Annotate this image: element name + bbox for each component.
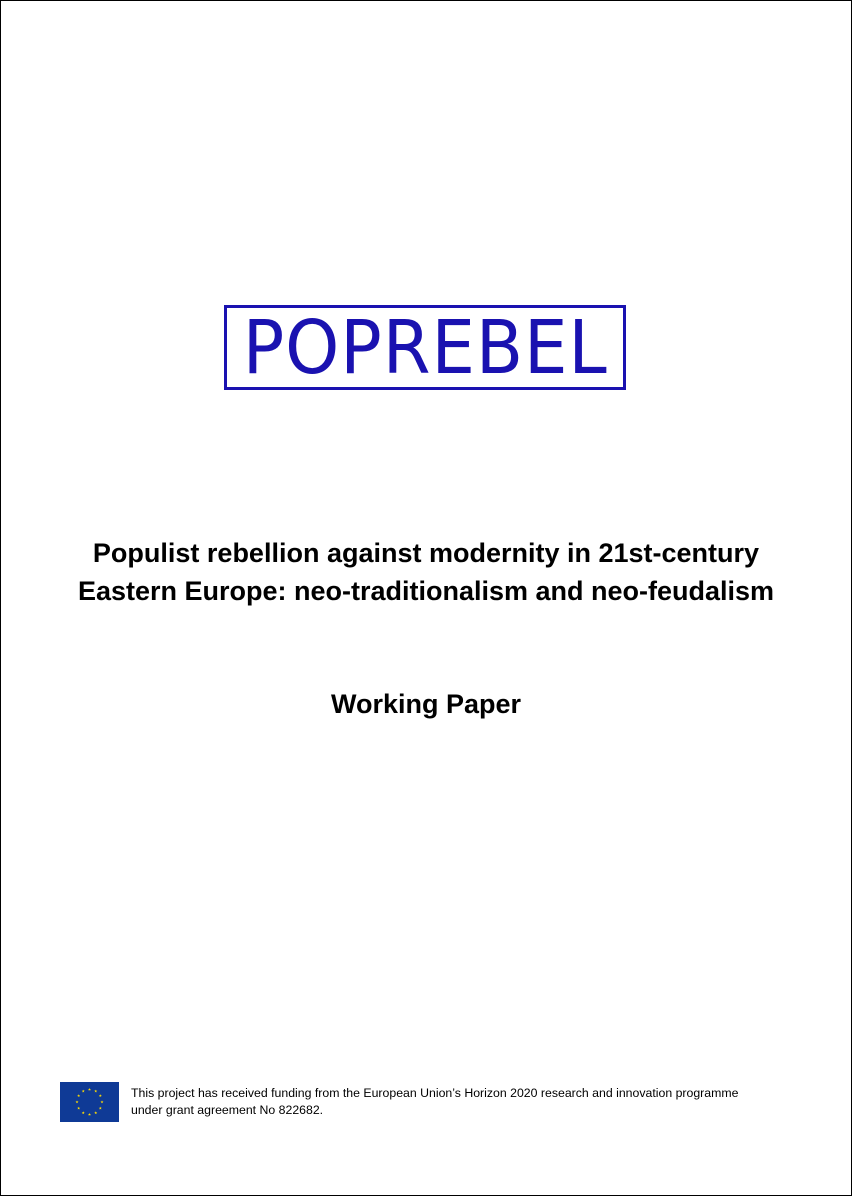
document-subtitle: Working Paper xyxy=(330,689,522,719)
funding-statement xyxy=(131,1085,831,1119)
title-line-1: Populist rebellion against modernity in 21st-century xyxy=(92,538,760,568)
funding-line-1: This project has received funding from the European Union’s Horizon 2020 research and innovation programme xyxy=(131,1086,739,1100)
funding-line-2: under grant agreement No 822682. xyxy=(131,1103,324,1117)
logo-text: POPREBEL xyxy=(242,304,608,391)
title-line-2: Eastern Europe: neo-traditionalism and neo-feudalism xyxy=(77,576,775,606)
poprebel-logo xyxy=(224,305,626,390)
eu-flag-icon xyxy=(60,1082,119,1122)
document-title xyxy=(1,534,851,610)
